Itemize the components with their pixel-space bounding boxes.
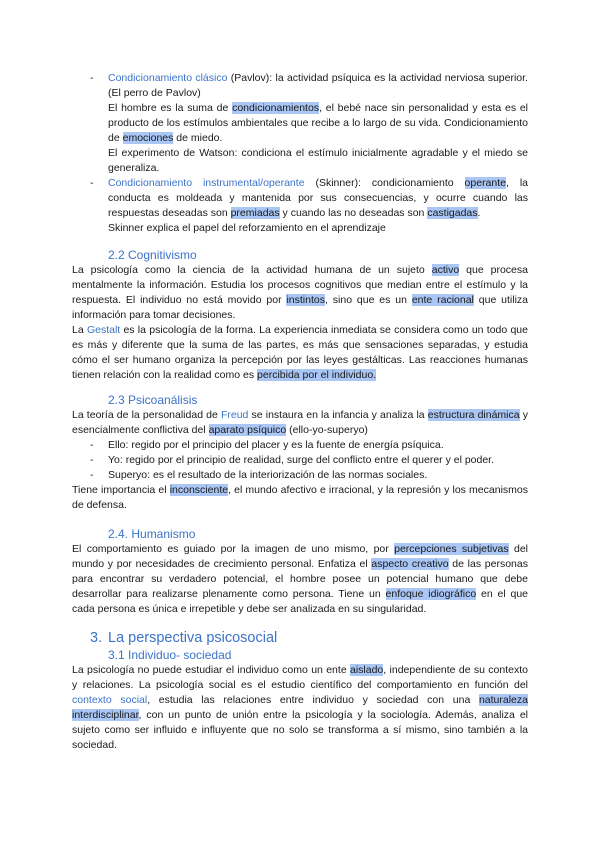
paragraph-cognitivismo: La psicología como la ciencia de la actividad humana de un sujeto activo que procesa mentalmente la información. Estudia los procesos cognitivos que median entre el estímulo y la respuesta. El individuo no está movido por instintos, sino que es un ente racional que utiliza información para tomar decisiones. <box>72 264 528 321</box>
heading-cognitivismo: 2.2 Cognitivismo <box>108 248 197 262</box>
bullet-superyo: - Superyo: es el resultado de la interiorización de las normas sociales. <box>90 469 428 481</box>
paragraph-individuo-sociedad: La psicología no puede estudiar el individuo como un ente aislado, independiente de su contexto y relaciones. La psicología social es el estudio científico del comportamiento en función del contexto social, estudia las relaciones entre individuo y sociedad con una naturaleza interdisciplinar, con un punto de unión entre la psicología y la sociología. Además, analiza el sujeto como ser influido e influyente que no solo se transforma a sí mismo, sino también a la sociedad. <box>72 664 528 751</box>
highlight-operante: operante <box>464 177 506 189</box>
bullet-dash: - <box>90 454 94 466</box>
bullet-condicionamiento-clasico: - Condicionamiento clásico (Pavlov): la actividad psíquica es la actividad nerviosa superior. (El perro de Pavlov) <box>90 72 528 99</box>
term-condicionamiento-clasico[interactable]: Condicionamiento clásico <box>108 72 228 84</box>
highlight-ente-racional: ente racional <box>411 294 474 306</box>
bullet-ello: - Ello: regido por el principio del placer y es la fuente de energía psíquica. <box>90 439 444 451</box>
highlight-percepciones-subjetivas: percepciones subjetivas <box>394 543 509 555</box>
bullet-dash: - <box>90 72 94 84</box>
highlight-activo: activo <box>431 264 460 276</box>
bullet-dash: - <box>90 469 94 481</box>
highlight-aparato-psiquico: aparato psíquico <box>208 424 287 436</box>
paragraph-experimento-watson: El experimento de Watson: condiciona el estímulo inicialmente agradable y el miedo se generaliza. <box>108 147 528 174</box>
highlight-castigadas: castigadas <box>427 207 478 219</box>
bullet-dash: - <box>90 439 94 451</box>
bullet-yo: - Yo: regido por el principio de realidad, surge del conflicto entre el querer y el poder. <box>90 454 495 466</box>
paragraph-gestalt: La Gestalt es la psicología de la forma. La experiencia inmediata se considera como un todo que es más y diferente que la suma de las partes, es más que sensaciones separadas, y estudia cómo el ser humano organiza la percepción por las leyes gestálticas. Las reacciones humanas tienen relación con la realidad como es percibida por el individuo. <box>72 324 528 381</box>
heading-psicoanalisis: 2.3 Psicoanálisis <box>108 393 198 407</box>
heading-perspectiva-psicosocial: 3. La perspectiva psicosocial <box>90 630 278 646</box>
heading-humanismo: 2.4. Humanismo <box>108 527 196 541</box>
heading-individuo-sociedad: 3.1 Individuo- sociedad <box>108 648 232 662</box>
highlight-premiadas: premiadas <box>230 207 280 219</box>
bullet-dash: - <box>90 177 94 189</box>
term-condicionamiento-operante[interactable]: Condicionamiento instrumental/operante <box>108 177 305 189</box>
heading-number: 3. <box>90 630 103 646</box>
paragraph-freud: La teoría de la personalidad de Freud se instaura en la infancia y analiza la estructura dinámica y esencialmente conflictiva del aparato psíquico (ello-yo-superyo) <box>72 409 528 436</box>
paragraph-inconsciente: Tiene importancia el inconsciente, el mundo afectivo e irracional, y la represión y los mecanismos de defensa. <box>72 484 528 511</box>
link-gestalt[interactable]: Gestalt <box>86 324 121 336</box>
highlight-estructura-dinamica: estructura dinámica <box>427 409 520 421</box>
paragraph-humanismo: El comportamiento es guiado por la imagen de uno mismo, por percepciones subjetivas del mundo y por necesidades de crecimiento personal. Enfatiza el aspecto creativo de las personas para encontrar su verdadero potencial, el hombre posee un potencial humano que debe desarrollar para realizarse plenamente como persona. Tiene un enfoque idiográfico en el que cada persona es única e irrepetible y debe ser analizada en su singularidad. <box>72 543 528 615</box>
bullet-condicionamiento-operante: - Condicionamiento instrumental/operante (Skinner): condicionamiento operante, la conducta es moldeada y mantenida por sus consecuencias, y ocurre cuando las respuestas deseadas son premiadas y cuando las no deseadas son castigadas. <box>90 177 529 219</box>
document-content <box>72 71 528 753</box>
highlight-instintos: instintos <box>286 294 325 306</box>
highlight-percibida: percibida por el individuo. <box>257 369 377 381</box>
highlight-inconsciente: inconsciente <box>169 484 229 496</box>
paragraph-skinner-reforzamiento: Skinner explica el papel del reforzamiento en el aprendizaje <box>108 222 386 234</box>
link-freud[interactable]: Freud <box>220 409 249 421</box>
highlight-aislado: aislado <box>350 664 384 676</box>
highlight-enfoque-idiografico: enfoque idiográfico <box>385 588 477 600</box>
highlight-condicionamientos: condicionamientos <box>232 102 320 114</box>
highlight-emociones: emociones <box>122 132 174 144</box>
highlight-aspecto-creativo: aspecto creativo <box>371 558 449 570</box>
highlight-naturaleza-interdisciplinar: naturaleza interdisciplinar <box>72 694 528 721</box>
link-contexto-social[interactable]: contexto social <box>72 694 148 706</box>
paragraph-suma-condicionamientos: El hombre es la suma de condicionamientos, el bebé nace sin personalidad y esta es el producto de los estímulos ambientales que recibe a lo largo de su vida. Condicionamiento de emociones de miedo. <box>108 102 528 144</box>
